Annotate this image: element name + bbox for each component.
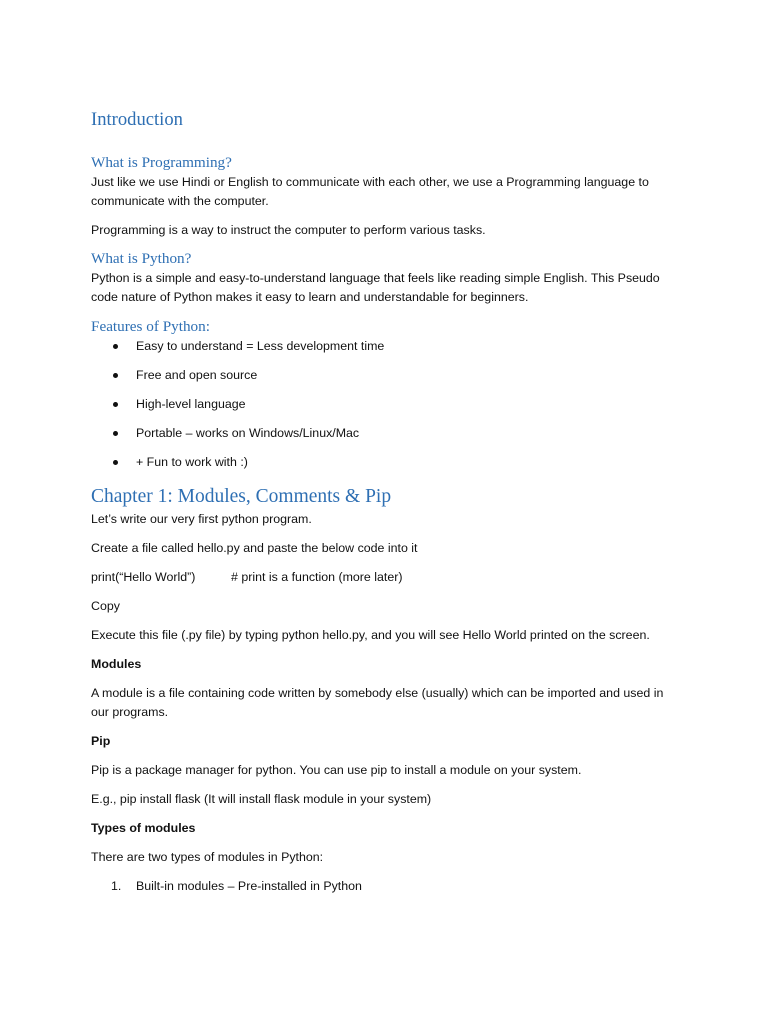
- list-item: [91, 366, 691, 385]
- paragraph-programming-1: Just like we use Hindi or English to communicate with each other, we use a Programming language to communicate with the computer.: [91, 175, 649, 208]
- heading-what-is-python: What is Python?: [91, 250, 192, 267]
- paragraph-chapter-intro: Let’s write our very first python program.: [91, 512, 312, 526]
- heading-modules: Modules: [91, 657, 142, 671]
- list-item-text: Built-in modules – Pre-installed in Python: [136, 879, 362, 893]
- list-item: [91, 395, 691, 414]
- chapter-1-heading: Chapter 1: Modules, Comments & Pip: [91, 486, 392, 507]
- list-item-text: Portable – works on Windows/Linux/Mac: [136, 426, 360, 440]
- bullet-icon: [113, 344, 118, 349]
- heading-types-of-modules: Types of modules: [91, 821, 196, 835]
- list-item: [91, 453, 691, 472]
- types-list: [91, 877, 691, 896]
- list-item-text: High-level language: [136, 397, 246, 411]
- features-list: [91, 337, 691, 472]
- paragraph-pip-example: E.g., pip install flask (It will install flask module in your system): [91, 792, 432, 806]
- heading-what-is-programming: What is Programming?: [91, 154, 232, 171]
- paragraph-pip: Pip is a package manager for python. You can use pip to install a module on your system.: [91, 763, 582, 777]
- page-title: Introduction: [91, 109, 183, 130]
- paragraph-types: There are two types of modules in Python:: [91, 850, 324, 864]
- paragraph-create-file: Create a file called hello.py and paste the below code into it: [91, 541, 418, 555]
- code-comment: # print is a function (more later): [231, 570, 403, 584]
- list-item: [91, 877, 691, 896]
- code-snippet: print(“Hello World”): [91, 570, 196, 584]
- paragraph-modules: A module is a file containing code written by somebody else (usually) which can be imported and used in our programs.: [91, 686, 664, 719]
- list-item-text: Free and open source: [136, 368, 258, 382]
- list-item-text: Easy to understand = Less development time: [136, 339, 385, 353]
- bullet-icon: [113, 402, 118, 407]
- heading-pip: Pip: [91, 734, 111, 748]
- document-content: [91, 108, 691, 896]
- list-item: [91, 337, 691, 356]
- list-item-text: + Fun to work with :): [136, 455, 248, 469]
- bullet-icon: [113, 373, 118, 378]
- bullet-icon: [113, 460, 118, 465]
- list-item: [91, 424, 691, 443]
- paragraph-execute: Execute this file (.py file) by typing python hello.py, and you will see Hello World printed on the screen.: [91, 628, 650, 642]
- heading-features-of-python: Features of Python:: [91, 318, 210, 335]
- bullet-icon: [113, 431, 118, 436]
- copy-label: Copy: [91, 599, 120, 613]
- code-line: [91, 568, 691, 587]
- paragraph-python-1: Python is a simple and easy-to-understand language that feels like reading simple English. This Pseudo code nature of Python makes it easy to learn and understandable for beginners.: [91, 271, 660, 304]
- list-number: 1.: [111, 879, 122, 893]
- paragraph-programming-2: Programming is a way to instruct the computer to perform various tasks.: [91, 223, 486, 237]
